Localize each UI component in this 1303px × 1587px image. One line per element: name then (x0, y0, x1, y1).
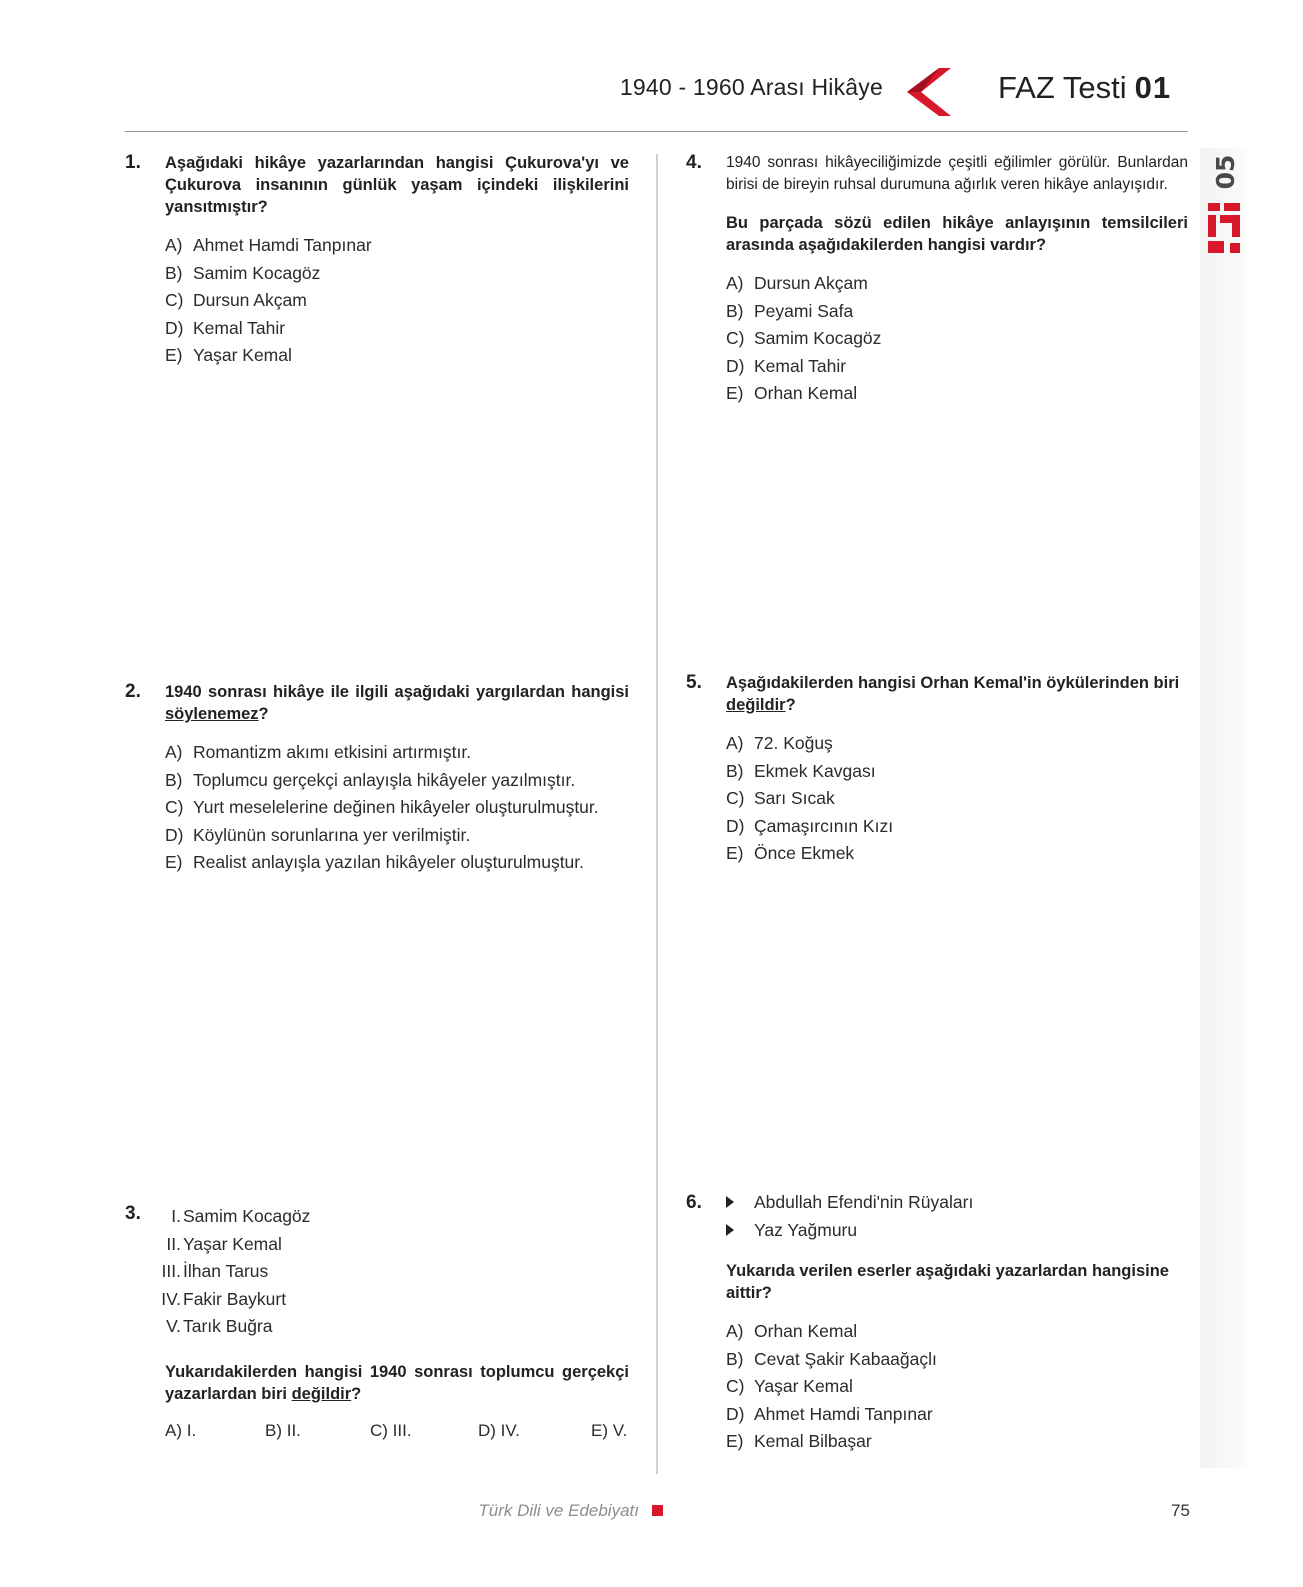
option-a[interactable]: A) Dursun Akçam (726, 273, 868, 293)
side-tab-strip (1200, 148, 1247, 1468)
question-stem: Aşağıdaki hikâye yazarlarından hangisi Çukurova'yı ve Çukurova insanının günlük yaşam içindeki ilişkilerini yansıtmıştır? (165, 154, 629, 216)
option-d[interactable]: D) Kemal Tahir (165, 317, 286, 338)
chevron-left-icon (905, 68, 951, 116)
option-d[interactable]: D) Çamaşırcının Kızı (726, 815, 894, 836)
option-b[interactable]: B) Ekmek Kavgası (726, 760, 876, 781)
option-a[interactable]: A) Romantizm akımı etkisini artırmıştır. (165, 742, 472, 762)
option-c[interactable]: C) Sarı Sıcak (726, 788, 835, 808)
test-label: FAZ Testi (998, 70, 1127, 105)
option-b[interactable]: B) II. (265, 1421, 301, 1440)
option-d[interactable]: D) Kemal Tahir (726, 355, 847, 376)
option-a[interactable]: A) Orhan Kemal (726, 1321, 858, 1341)
option-c[interactable]: C) Dursun Akçam (165, 290, 307, 310)
options-list (726, 730, 1188, 868)
option-e[interactable]: E) Realist anlayışla yazılan hikâyeler oluşturulmuştur. (165, 852, 585, 872)
option-d[interactable]: D) IV. (478, 1421, 520, 1440)
option-e[interactable]: E) Orhan Kemal (726, 383, 858, 403)
option-a[interactable]: A) 72. Koğuş (726, 733, 833, 753)
emphasis-underline: değildir (726, 696, 786, 714)
option-b[interactable]: B) Peyami Safa (726, 300, 854, 321)
question-intro: 1940 sonrası hikâyeciliğimizde çeşitli eğilimler görülür. Bunlardan birisi de bireyin ruhsal durumuna ağırlık veren hikâye anlayışıdır. (726, 154, 1188, 193)
question-stem: Aşağıdakilerden hangisi Orhan Kemal'in öykülerinden biri değildir? (726, 674, 1180, 714)
test-title (998, 70, 1171, 106)
emphasis-underline: değildir (291, 1385, 352, 1403)
list-item: V. Tarık Buğra (166, 1316, 273, 1336)
options-row (165, 1421, 629, 1449)
option-c[interactable]: C) III. (370, 1421, 412, 1440)
question-stem: 1940 sonrası hikâye ile ilgili aşağıdaki yargılardan hangisi söylenemez? (165, 683, 629, 723)
option-c[interactable]: C) Yurt meselelerine değinen hikâyeler oluşturulmuştur. (165, 797, 599, 817)
emphasis-underline: söylenemez (165, 705, 259, 723)
test-number: 01 (1134, 70, 1172, 105)
question-number: 5. (686, 672, 702, 693)
question-number: 2. (125, 681, 141, 702)
list-item: III. İlhan Tarus (161, 1261, 269, 1281)
option-a[interactable]: A) Ahmet Hamdi Tanpınar (165, 235, 372, 255)
brand-logo-icon (1208, 203, 1240, 253)
triangle-bullet-icon (726, 1224, 734, 1236)
footer-subject: Türk Dili ve Edebiyatı (478, 1501, 639, 1520)
svg-text:05: 05 (1211, 154, 1240, 190)
question-number: 1. (125, 152, 141, 173)
list-item: Yaz Yağmuru (726, 1217, 1188, 1245)
list-item: I. Samim Kocagöz (171, 1206, 311, 1226)
header-topic: 1940 - 1960 Arası Hikâye (619, 74, 883, 100)
option-e[interactable]: E) V. (591, 1421, 628, 1440)
option-a[interactable]: A) I. (165, 1421, 197, 1440)
option-e[interactable]: E) Kemal Bilbaşar (726, 1431, 872, 1451)
side-tab-number (1206, 152, 1242, 192)
options-list (165, 739, 629, 877)
question-number: 6. (686, 1192, 702, 1213)
question-stem: Bu parçada sözü edilen hikâye anlayışının temsilcileri arasında aşağıdakilerden hangisi vardır? (726, 214, 1188, 254)
roman-list (153, 1203, 617, 1341)
option-e[interactable]: E) Yaşar Kemal (165, 345, 292, 365)
list-item: Abdullah Efendi'nin Rüyaları (726, 1189, 1188, 1217)
footer-square-icon (652, 1505, 663, 1516)
triangle-bullet-icon (726, 1196, 734, 1208)
option-c[interactable]: C) Yaşar Kemal (726, 1376, 853, 1396)
works-list (726, 1189, 1188, 1244)
question-number: 3. (125, 1203, 141, 1224)
option-b[interactable]: B) Toplumcu gerçekçi anlayışla hikâyeler yazılmıştır. (165, 769, 576, 790)
list-item: II. Yaşar Kemal (166, 1233, 282, 1254)
option-d[interactable]: D) Köylünün sorunlarına yer verilmiştir. (165, 824, 471, 845)
options-list (726, 270, 1188, 408)
option-b[interactable]: B) Cevat Şakir Kabaağaçlı (726, 1348, 937, 1369)
option-b[interactable]: B) Samim Kocagöz (165, 262, 321, 283)
options-list (165, 232, 629, 370)
header-divider (125, 131, 1188, 132)
option-d[interactable]: D) Ahmet Hamdi Tanpınar (726, 1403, 933, 1424)
option-c[interactable]: C) Samim Kocagöz (726, 328, 882, 348)
question-number: 4. (686, 152, 702, 173)
list-item: IV. Fakir Baykurt (161, 1288, 287, 1309)
question-stem: Yukarıda verilen eserler aşağıdaki yazarlardan hangisine aittir? (726, 1262, 1169, 1302)
question-stem: Yukarıdakilerden hangisi 1940 sonrası toplumcu gerçekçi yazarlardan biri değildir? (165, 1363, 629, 1403)
options-list (726, 1318, 1188, 1456)
option-e[interactable]: E) Önce Ekmek (726, 843, 855, 863)
page-number: 75 (1171, 1501, 1190, 1520)
column-divider (656, 154, 658, 1474)
